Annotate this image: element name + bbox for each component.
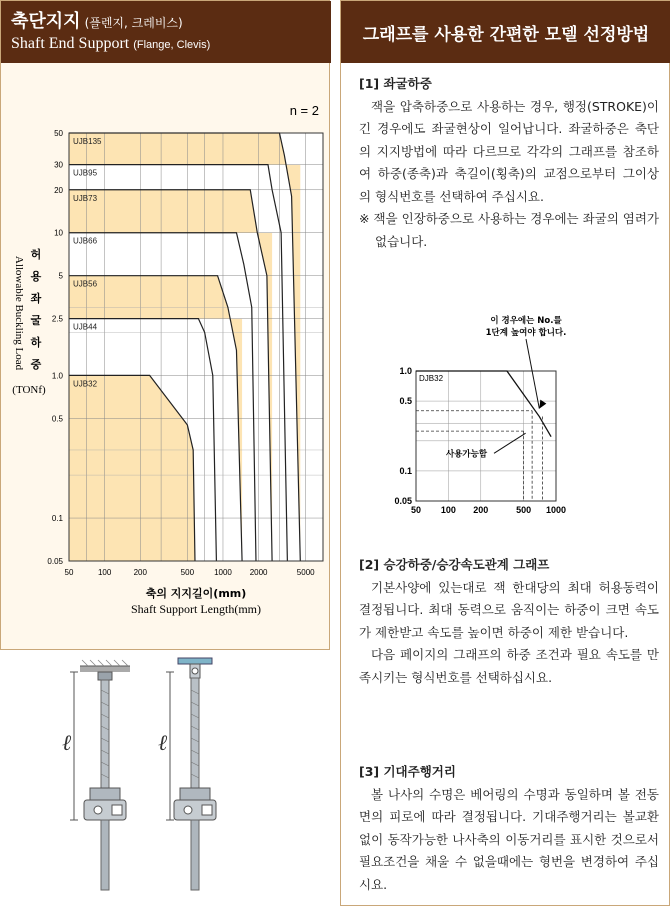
left-header — [1, 1, 331, 63]
buckling-chart-panel — [0, 0, 330, 650]
example-y-tick-label: 0.5 — [399, 396, 412, 407]
section-buckling — [359, 73, 659, 253]
series-label-ujb95: UJB95 — [73, 168, 98, 178]
series-label-ujb44: UJB44 — [73, 322, 98, 332]
section-2-p2: 다음 페이지의 그래프의 하중 조건과 필요 속도를 만족시키는 형식번호를 선택하십시요. — [359, 647, 659, 685]
x-axis-label-ko: 축의 지지길이(mm) — [145, 587, 247, 600]
jack-support-drawings — [0, 650, 330, 906]
section-1-heading: [1] 좌굴하중 — [359, 76, 432, 91]
x-tick-label: 5000 — [296, 568, 315, 577]
section-2-p1: 기본사양에 있는대로 잭 한대당의 최대 허용동력이 결정됩니다. 최대 동력으로 움직이는 하중이 크면 속도가 제한받고 속도를 높이면 하중이 제한 받습니다. — [359, 579, 659, 640]
left-title-en: Shaft End Support (Flange, Clevis) — [11, 35, 211, 52]
example-series-label: DJB32 — [419, 374, 444, 383]
y-tick-label: 5 — [58, 271, 63, 281]
x-tick-label: 500 — [180, 568, 195, 577]
x-tick-label: 2000 — [249, 568, 268, 577]
x-tick-label: 200 — [133, 568, 147, 577]
section-2-heading: [2] 승강하중/승강속도관계 그래프 — [359, 557, 550, 572]
x-tick-label: 100 — [97, 568, 112, 577]
y-tick-label: 10 — [54, 228, 63, 238]
series-label-ujb56: UJB56 — [73, 279, 98, 289]
example-y-tick-label: 0.1 — [399, 465, 412, 476]
example-x-tick-label: 100 — [440, 505, 456, 515]
y-tick-label: 0.5 — [51, 414, 63, 424]
example-callout-arrow — [526, 339, 539, 409]
y-tick-label: 0.1 — [51, 514, 63, 524]
x-tick-label: 1000 — [214, 568, 232, 577]
example-callout-line-2: 1단계 높여야 합니다. — [485, 328, 567, 338]
example-x-tick-label: 500 — [516, 505, 532, 515]
section-1-note: ※ 잭을 인장하중으로 사용하는 경우에는 좌굴의 염려가 없습니다. — [359, 211, 659, 249]
left-title-ko: 축단지지 (플렌지, 크레비스) — [11, 11, 183, 32]
y-axis-label-ko-char: 중 — [30, 358, 42, 371]
series-label-ujb73: UJB73 — [73, 193, 98, 203]
section-3-heading: [3] 기대주행거리 — [359, 764, 456, 779]
svg-text:ℓ: ℓ — [62, 730, 72, 755]
left-title-sub: (플렌지, 크레비스) — [84, 16, 183, 30]
example-y-tick-label: 0.05 — [394, 496, 412, 506]
example-y-tick-label: 1.0 — [399, 366, 412, 376]
y-tick-label: 1.0 — [51, 371, 63, 381]
example-x-tick-label: 1000 — [545, 505, 567, 515]
series-label-ujb32: UJB32 — [73, 379, 98, 389]
x-tick-label: 50 — [64, 568, 74, 577]
clevis-jack-drawing — [158, 658, 216, 890]
annotation-n: n = 2 — [289, 103, 319, 118]
x-axis-label-en: Shaft Support Length(mm) — [131, 602, 261, 616]
y-tick-label: 50 — [54, 129, 63, 138]
y-axis-label-ko-char: 용 — [30, 270, 42, 283]
y-tick-label: 2.5 — [51, 314, 63, 324]
example-usable-arrow — [494, 433, 526, 453]
y-axis-unit: (TONf) — [12, 384, 46, 396]
y-axis-label-en: Allowable Buckling Load — [13, 255, 25, 371]
series-label-ujb135: UJB135 — [73, 137, 102, 146]
example-callout-line-1: 이 경우에는 No.를 — [490, 316, 562, 326]
flange-jack-drawing — [62, 660, 130, 890]
example-plot-frame — [416, 371, 556, 501]
section-travel — [359, 761, 659, 896]
section-1-body: 잭을 압축하중으로 사용하는 경우, 행정(STROKE)이 긴 경우에도 좌굴현상이 일어납니다. 좌굴하중은 축단의 지지방법에 따라 다르므로 각각의 그래프를 참조하여 하중(종축)과 축길이(횡축)의 교점으로부터 그이상의 형식번호를 선택하여 주십시요. — [359, 98, 659, 204]
y-tick-label: 20 — [54, 185, 63, 195]
y-tick-label: 30 — [54, 160, 63, 170]
y-axis-label-ko-char: 허 — [30, 248, 42, 261]
section-speed — [359, 554, 659, 689]
y-axis-label-ko-char: 하 — [30, 336, 42, 349]
section-3-body: 볼 나사의 수명은 베어링의 수명과 동일하며 볼 전동면의 피로에 따라 결정됩니다. 기대주행거리는 볼교환없이 동작가능한 나사축의 이동거리를 표시한 것으로서 필요조건을 채울 수 없을때에는 형번을 변경하여 주십시요. — [359, 786, 659, 892]
example-x-tick-label: 50 — [410, 505, 422, 515]
right-header: 그래프를 사용한 간편한 모델 선정방법 — [341, 1, 670, 63]
y-axis-label-ko-char: 좌 — [30, 292, 42, 305]
y-axis-label-ko-char: 굴 — [30, 314, 42, 327]
left-title-en-sub: (Flange, Clevis) — [133, 39, 211, 51]
y-tick-label: 0.05 — [47, 557, 63, 566]
example-usable-label: 사용가능함 — [446, 449, 488, 460]
series-label-ujb66: UJB66 — [73, 236, 98, 246]
guide-panel — [340, 0, 670, 906]
buckling-load-chart — [1, 63, 329, 649]
example-buckling-chart — [356, 309, 656, 519]
example-x-tick-label: 200 — [473, 505, 489, 515]
svg-text:ℓ: ℓ — [158, 730, 168, 755]
